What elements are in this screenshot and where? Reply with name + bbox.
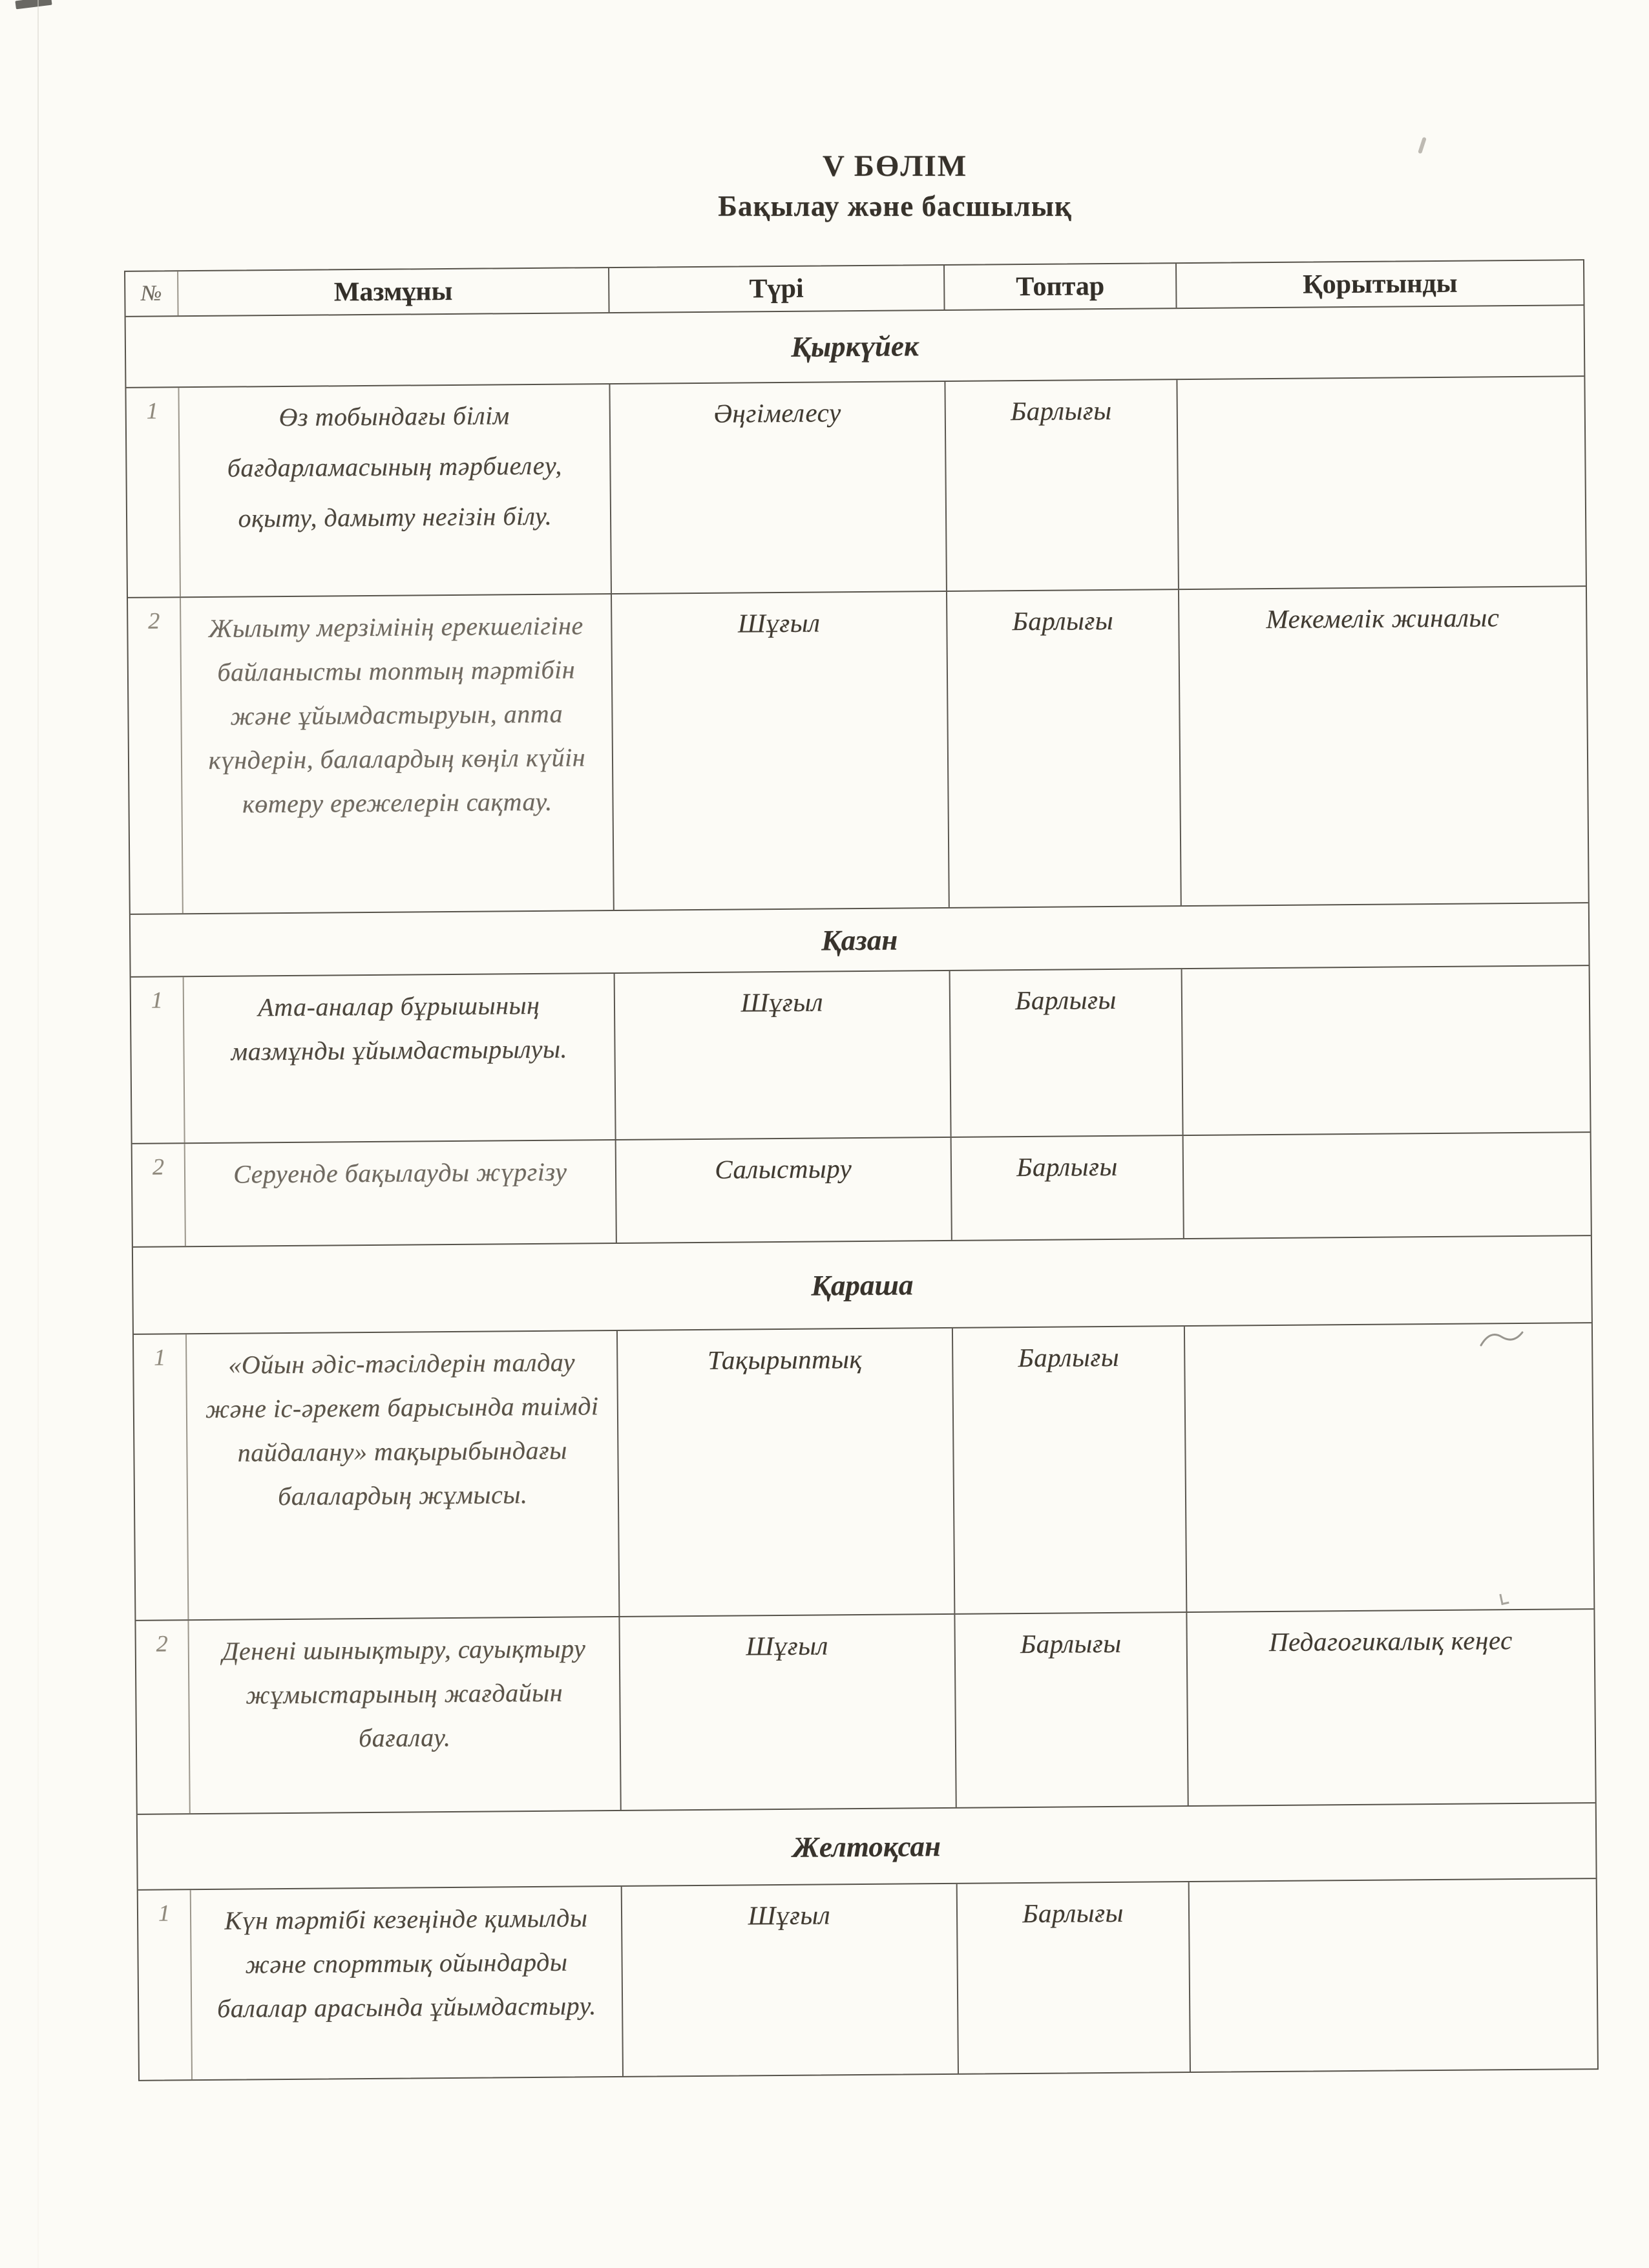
row-result: Мекемелік жиналыс <box>1266 602 1500 635</box>
row-number: 1 <box>131 977 185 1143</box>
row-groups: Барлығы <box>950 969 1183 1137</box>
page-title: V БӨЛІМ <box>822 149 968 183</box>
row-content: Серуенде бақылауды жүргізу <box>185 1140 617 1246</box>
row-type: Шұғыл <box>620 1615 956 1810</box>
table-row-september-2 <box>128 587 1588 915</box>
month-band-november <box>133 1236 1591 1335</box>
row-number: 1 <box>138 1890 193 2080</box>
document-header <box>136 146 1649 226</box>
row-number: 1 <box>134 1334 189 1620</box>
row-groups: Барлығы <box>947 590 1182 907</box>
table-row-october-2 <box>132 1133 1591 1248</box>
row-result: Педагогикалық кеңес <box>1268 1625 1513 1657</box>
header-cell-type: Түрі <box>609 266 945 312</box>
table-row-december-1 <box>138 1879 1597 2080</box>
row-type: Әңгімелесу <box>610 382 947 593</box>
row-result <box>1182 966 1590 1135</box>
table-row-september-1 <box>126 377 1585 598</box>
row-groups: Барлығы <box>953 1327 1188 1613</box>
row-result <box>1184 1133 1591 1238</box>
row-number: 2 <box>128 598 184 914</box>
row-content: Өз тобындағы білім бағдарламасының тәрбиелеу, оқыту, дамыту негізін білу. <box>179 384 611 596</box>
header-cell-number: № <box>125 271 178 316</box>
page-edge-line <box>37 0 39 2268</box>
row-type: Тақырыптық <box>618 1328 956 1616</box>
row-type: Шұғыл <box>622 1884 958 2076</box>
month-label: Қараша <box>811 1268 914 1302</box>
row-groups: Барлығы <box>955 1613 1189 1807</box>
row-content: Күн тәртібі кезеңінде қимылды және спорттық ойындарды балалар арасында ұйымдастыру. <box>191 1887 624 2079</box>
table-row-november-2 <box>136 1610 1595 1815</box>
row-content: Жылыту мерзімінің ерекшелігіне байланысты топтың тәртібін және ұйымдастыруын, апта күндерін, балалардың көңіл күйін көтеру ережелерін сақтау. <box>181 594 614 913</box>
table-row-october-1 <box>131 966 1590 1144</box>
month-band-september <box>126 306 1584 388</box>
table-row-november-1 <box>134 1323 1593 1621</box>
month-label: Қыркүйек <box>791 330 919 363</box>
row-number: 2 <box>132 1144 186 1246</box>
header-cell-result: Қорытынды <box>1302 268 1458 300</box>
row-result <box>1185 1323 1593 1612</box>
row-groups: Барлығы <box>951 1136 1184 1240</box>
control-plan-table <box>124 259 1599 2081</box>
row-type: Шұғыл <box>614 971 951 1139</box>
row-number: 1 <box>126 388 180 597</box>
month-label: Қазан <box>821 923 898 956</box>
month-label: Желтоқсан <box>792 1829 941 1864</box>
row-type: Шұғыл <box>612 592 950 910</box>
row-number: 2 <box>136 1621 190 1814</box>
row-groups: Барлығы <box>957 1882 1191 2074</box>
header-cell-groups: Топтар <box>945 264 1177 310</box>
month-band-december <box>138 1803 1596 1891</box>
row-content: Ата-аналар бұрышының мазмұнды ұйымдастырылуы. <box>184 974 616 1142</box>
month-band-october <box>131 903 1589 978</box>
row-content: «Ойын әдіс-тәсілдерін талдау және іс-әрекет барысында тиімді пайдалану» тақырыбындағы балалардың жұмысы. <box>187 1331 620 1619</box>
row-type: Салыстыру <box>616 1138 952 1243</box>
scan-corner-artifact <box>15 0 52 9</box>
row-groups: Барлығы <box>945 380 1179 591</box>
row-result <box>1178 377 1586 589</box>
row-content: Денені шынықтыру, сауықтыру жұмыстарының жағдайын бағалау. <box>189 1617 621 1813</box>
header-cell-content: Мазмұны <box>178 268 609 315</box>
page-subtitle: Бақылау және басшылық <box>718 190 1072 222</box>
row-result <box>1190 1879 1597 2072</box>
